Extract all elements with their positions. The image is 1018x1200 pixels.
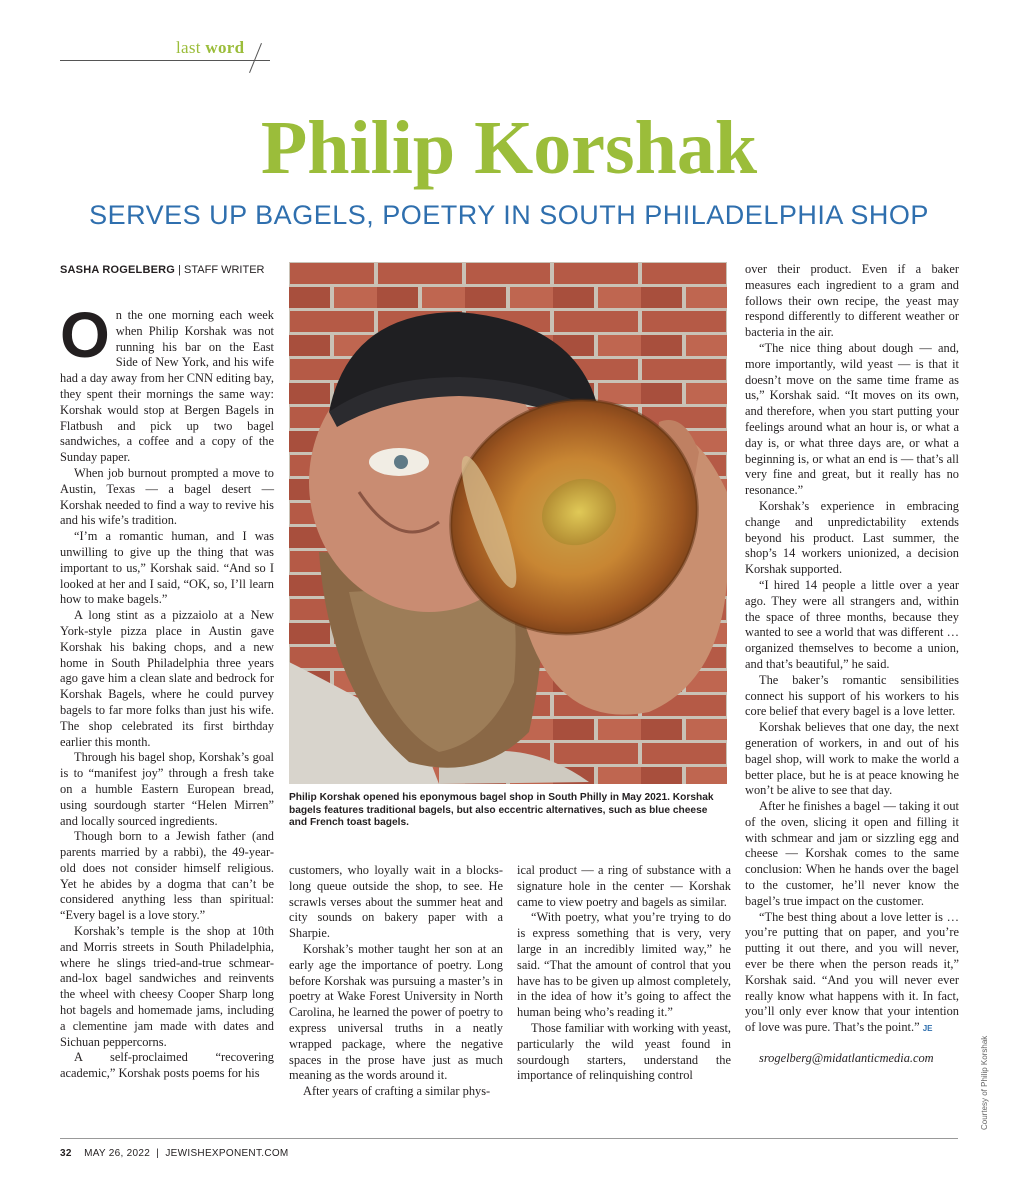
article-photo xyxy=(289,262,727,784)
paragraph: Korshak’s temple is the shop at 10th and Morris streets in South Philadelphia, where he slings tried-and-true schmear-and-lox bagel sandwiches and reinvents the wheel with cheesy Cooper Sharp long hot bagels and homemade jams, including a clementine jam made with dates and Sichuan peppercorns. xyxy=(60,924,274,1049)
paragraph: The baker’s romantic sensibilities connect his support of his workers to his core belief that every bagel is a love letter. xyxy=(745,672,959,719)
section-label-light: last xyxy=(176,38,201,57)
paragraph: A long stint as a pizzaiolo at a New York-style pizza place in Austin gave Korshak his baking chops, and a new home in South Philadelphia three years ago gave him a clean slate and bedrock for Korshak Bagels, where he could purvey bagels to far more folks than just his wife. The shop celebrated its first birthday earlier this month. xyxy=(60,608,274,749)
paragraph: Those familiar with working with yeast, particularly the wild yeast found in sourdough starters, understand the importance of relinquishing control xyxy=(517,1020,731,1083)
paragraph: A self-proclaimed “recovering academic,” Korshak posts poems for his xyxy=(60,1050,274,1081)
paragraph: over their product. Even if a baker measures each ingredient to a gram and follows their own recipe, the yeast may respond differently to different weather or bacteria in the air. xyxy=(745,262,959,340)
paragraph: “The nice thing about dough — and, more importantly, wild yeast — is that it doesn’t move on the same time frame as us,” Korshak said. “It moves on its own, and therefore, when you start putting your feelings around what an hour is, or what a day is, or what three days are, or what a beginning is, or what an end is — that’s all very fine and great, but it really has no resonance.” xyxy=(745,340,959,498)
issue-date: MAY 26, 2022 xyxy=(84,1148,151,1159)
header-rule xyxy=(60,60,270,61)
paragraph: When job burnout prompted a move to Austin, Texas — a bagel desert — Korshak needed to find a way to revive his and his wife’s tradition. xyxy=(60,465,274,528)
footer-rule xyxy=(60,1138,958,1139)
paragraph: “I’m a romantic human, and I was unwilling to give up the thing that was important to us,” Korshak said. “And so I looked at her and I said, “OK, so, I’ll learn how to make bagels.” xyxy=(60,529,274,607)
byline xyxy=(60,264,265,276)
paragraph: After he finishes a bagel — taking it out of the oven, slicing it open and filling it with schmear and jam or sizzling egg and cheese — Korshak comes to the same conclusion: When he hands over the bagel to the customer, he’ll never know the bagel’s true impact on the customer. xyxy=(745,799,959,908)
footer-separator: | xyxy=(156,1148,160,1159)
paragraph: Korshak believes that one day, the next generation of workers, in and out of his bagel shop, will work to make the world a better place, but he is at peace knowing he won’t be alive to see that day. xyxy=(745,720,959,798)
drop-cap: O xyxy=(60,299,110,371)
paragraph: Though born to a Jewish father (and parents married by a rabbi), the 49-year-old does not consider himself religious. Yet he abides by a dogma that can’t be considered anything less than spiritual: “Every bagel is a love story.” xyxy=(60,829,274,923)
paragraph: After years of crafting a similar phys- xyxy=(303,1084,491,1099)
byline-author: SASHA ROGELBERG xyxy=(60,264,176,276)
photo-caption: Philip Korshak opened his eponymous bagel shop in South Philly in May 2021. Korshak bagels features traditional bagels, but also eccentric alternatives, such as blue cheese and French toast bagels. xyxy=(289,792,714,828)
deck: SERVES UP BAGELS, POETRY IN SOUTH PHILADELPHIA SHOP xyxy=(89,200,929,230)
byline-separator: | xyxy=(175,264,185,276)
paragraph: Through his bagel shop, Korshak’s goal is to “manifest joy” through a fresh take on a humble Eastern European bread, using sourdough starter “Helen Mirren” and locally sourced ingredients. xyxy=(60,750,274,828)
headline: Philip Korshak xyxy=(260,106,758,190)
paragraph: “The best thing about a love letter is … you’re putting that on paper, and you’re putting it out there, and you will never, ever be there when the person reads it,” Korshak said. “And you will never ever really know what happens with it. In fact, you’ll only ever know that your intention of love was pure. That’s the point.” JE xyxy=(745,909,959,1035)
article-column-3 xyxy=(517,863,731,1084)
paragraph: Korshak’s mother taught her son at an early age the importance of poetry. Long before Korshak was pursuing a master’s in poetry at Wake Forest University in North Carolina, he learned the power of poetry to express universal truths in a neatly wrapped package, where the negative spaces in the prose have just as much meaning as the words around it. xyxy=(289,941,503,1083)
bagel-portrait-image xyxy=(289,262,727,784)
paragraph: “With poetry, what you’re trying to do is express something that is very, very large in an incredibly limited way,” he said. “That the amount of control that you have has to be given up almost completely, in the idea of how it’s going to affect the human being who’s reading it.” xyxy=(517,910,731,1020)
paragraph: ical product — a ring of substance with a signature hole in the center — Korshak came to view poetry and bagels as similar. xyxy=(517,863,731,909)
paragraph: Korshak’s experience in embracing change and unpredictability extends beyond his product. Last summer, the shop’s 14 workers unionized, a decision Korshak supported. xyxy=(745,498,959,577)
section-label xyxy=(176,38,244,58)
section-label-bold: word xyxy=(205,38,245,57)
paragraph: customers, who loyally wait in a blocks-long queue outside the shop, to see. He scrawls verses about the summer heat and city sounds on bakery paper with a Sharpie. xyxy=(289,863,503,941)
footer xyxy=(60,1148,289,1159)
end-mark: JE xyxy=(922,1024,933,1034)
header-slash xyxy=(249,43,262,73)
photo-credit: Courtesy of Philip Korshak xyxy=(980,1035,989,1130)
article-column-1 xyxy=(60,299,274,1082)
site-name: JEWISHEXPONENT.COM xyxy=(165,1148,289,1159)
article-column-4 xyxy=(745,262,959,1067)
page-number: 32 xyxy=(60,1148,72,1159)
paragraph: On the one morning each week when Philip Korshak was not running his bar on the East Side of New York, and his wife had a day away from her CNN editing bay, they spent their mornings the same way: Korshak would stop at Bergen Bagels in Flatbush and pick up two bagel sandwiches, a coffee and a copy of the Sunday paper. xyxy=(60,299,274,465)
byline-role: STAFF WRITER xyxy=(184,264,265,276)
author-email: srogelberg@midatlanticmedia.com xyxy=(759,1051,934,1066)
paragraph: “I hired 14 people a little over a year ago. They were all strangers and, within the space of three months, because they wanted to see a world that was different … organized themselves to become a union, and that’s beautiful,” he said. xyxy=(745,577,959,671)
article-column-2 xyxy=(289,863,503,1100)
